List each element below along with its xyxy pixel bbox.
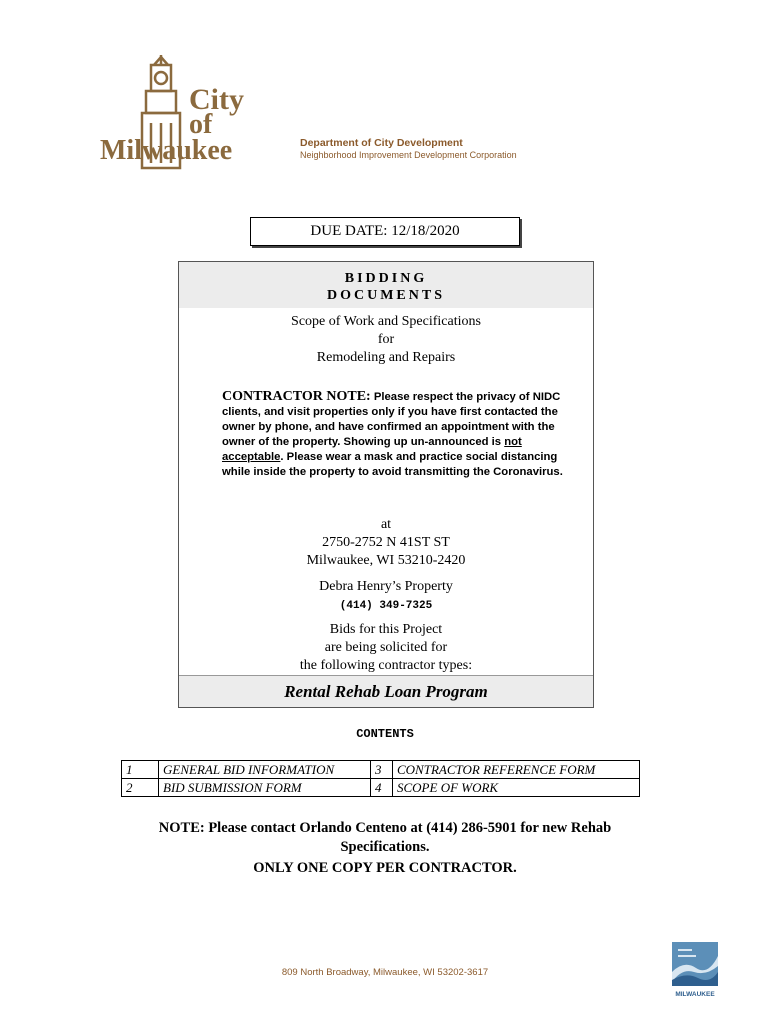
contractor-note-emphasis: not acceptable: [222, 436, 522, 463]
property-at: at: [380, 517, 392, 532]
program-name: Rental Rehab Loan Program: [179, 675, 593, 707]
property-owner: Debra Henry’s Property: [319, 579, 453, 594]
milwaukee-badge: [672, 942, 718, 998]
contractor-note: [222, 389, 582, 480]
toc-number: 1: [122, 761, 159, 779]
milwaukee-wave-logo-icon: [672, 942, 718, 986]
toc-item: BID SUBMISSION FORM: [159, 779, 371, 797]
bidding-header: [179, 262, 593, 308]
contractor-note-text1: Please respect the privacy of NIDC clients, and visit properties only if you have first contacted the owner by phone, and have confirmed an appointment with the owner of the property. Showing up un-announced is: [222, 391, 561, 448]
header-line2: DOCUMENTS: [326, 288, 445, 303]
table-row: [122, 761, 640, 779]
toc-item: SCOPE OF WORK: [393, 779, 640, 797]
toc-item: GENERAL BID INFORMATION: [159, 761, 371, 779]
contractor-note-lead: CONTRACTOR NOTE:: [222, 389, 371, 404]
toc-item: CONTRACTOR REFERENCE FORM: [393, 761, 640, 779]
bids-line3: the following contractor types:: [299, 658, 473, 673]
bids-line2: are being solicited for: [324, 640, 448, 655]
toc-number: 2: [122, 779, 159, 797]
logo-city-text: City: [189, 83, 244, 116]
badge-label: MILWAUKEE: [675, 991, 715, 998]
logo-milwaukee-text: Milwaukee: [100, 135, 233, 166]
contents-title: CONTENTS: [356, 727, 414, 741]
contractor-note-text2: . Please wear a mask and practice social distancing while inside the property to avoid transmitting the Coronavirus.: [222, 451, 563, 478]
department-name: Department of City Development: [300, 137, 463, 149]
department-subname: Neighborhood Improvement Development Corporation: [300, 150, 517, 160]
property-phone: (414) 349-7325: [339, 600, 433, 612]
property-street: 2750-2752 N 41ST ST: [322, 535, 450, 550]
scope-line2: for: [377, 332, 395, 347]
bids-line1: Bids for this Project: [329, 622, 443, 637]
due-date-box: DUE DATE: 12/18/2020: [250, 217, 520, 246]
footer-address: 809 North Broadway, Milwaukee, WI 53202-3617: [281, 967, 489, 978]
bottom-note-line1: NOTE: Please contact Orlando Centeno at (414) 286-5901 for new Rehab: [158, 820, 612, 836]
contents-table: [121, 760, 640, 797]
property-city: Milwaukee, WI 53210-2420: [306, 553, 466, 568]
scope-block: [179, 313, 593, 367]
header-line1: BIDDING: [344, 271, 428, 286]
logo-of-text: of: [189, 109, 213, 140]
bidding-documents-box: [178, 261, 594, 708]
city-logo: [96, 45, 246, 170]
bottom-note-line3: ONLY ONE COPY PER CONTRACTOR.: [253, 860, 517, 876]
bottom-note: [0, 819, 770, 878]
bottom-note-line2: Specifications.: [340, 839, 430, 855]
table-row: [122, 779, 640, 797]
scope-line3: Remodeling and Repairs: [316, 350, 456, 365]
toc-number: 4: [371, 779, 393, 797]
toc-number: 3: [371, 761, 393, 779]
scope-line1: Scope of Work and Specifications: [291, 314, 481, 329]
property-block: [179, 516, 593, 675]
